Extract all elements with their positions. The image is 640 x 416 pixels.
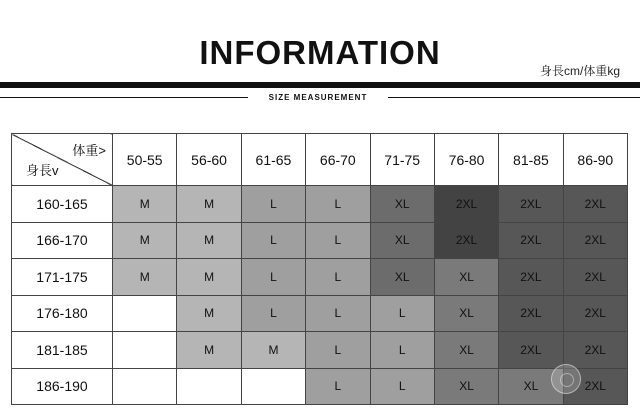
unit-note: 身長cm/体重kg bbox=[539, 64, 620, 78]
size-cell: 2XL bbox=[499, 259, 563, 296]
weight-column-header: 66-70 bbox=[306, 134, 370, 186]
table-row bbox=[12, 186, 628, 223]
height-row-header: 166-170 bbox=[12, 222, 113, 259]
size-cell: XL bbox=[434, 259, 498, 296]
size-cell: 2XL bbox=[434, 186, 498, 223]
size-cell: M bbox=[113, 259, 177, 296]
weight-column-header: 86-90 bbox=[563, 134, 627, 186]
table-row bbox=[12, 295, 628, 332]
size-cell: 2XL bbox=[563, 186, 627, 223]
size-cell: L bbox=[370, 332, 434, 369]
size-cell: 2XL bbox=[563, 368, 627, 405]
subtitle-bar bbox=[0, 92, 640, 104]
size-cell: 2XL bbox=[563, 259, 627, 296]
size-cell: M bbox=[177, 332, 241, 369]
table-corner bbox=[12, 134, 113, 186]
subtitle-rule-right bbox=[388, 97, 640, 98]
size-cell: XL bbox=[499, 368, 563, 405]
size-cell: XL bbox=[370, 222, 434, 259]
table-row bbox=[12, 259, 628, 296]
weight-column-header: 81-85 bbox=[499, 134, 563, 186]
size-cell: XL bbox=[434, 295, 498, 332]
subtitle-rule-left bbox=[0, 97, 248, 98]
height-row-header: 171-175 bbox=[12, 259, 113, 296]
size-cell: 2XL bbox=[499, 186, 563, 223]
weight-column-header: 61-65 bbox=[241, 134, 305, 186]
size-cell: 2XL bbox=[434, 222, 498, 259]
table-row bbox=[12, 368, 628, 405]
size-cell: XL bbox=[434, 332, 498, 369]
section-subtitle: SIZE MEASUREMENT bbox=[268, 93, 368, 102]
size-cell: L bbox=[306, 332, 370, 369]
size-cell: L bbox=[306, 186, 370, 223]
height-axis-label: 身長v bbox=[26, 163, 59, 178]
size-cell bbox=[113, 332, 177, 369]
size-cell bbox=[113, 368, 177, 405]
weight-axis-label: 体重> bbox=[72, 143, 106, 158]
weight-column-header: 71-75 bbox=[370, 134, 434, 186]
weight-column-header: 56-60 bbox=[177, 134, 241, 186]
height-row-header: 160-165 bbox=[12, 186, 113, 223]
size-cell: 2XL bbox=[563, 295, 627, 332]
size-cell: M bbox=[241, 332, 305, 369]
size-cell: L bbox=[306, 222, 370, 259]
size-cell: L bbox=[241, 222, 305, 259]
size-cell: L bbox=[370, 295, 434, 332]
size-cell: L bbox=[306, 295, 370, 332]
size-cell: 2XL bbox=[499, 332, 563, 369]
header-divider bbox=[0, 82, 640, 88]
size-cell: XL bbox=[370, 259, 434, 296]
size-cell: M bbox=[113, 186, 177, 223]
size-cell: M bbox=[113, 222, 177, 259]
size-chart-table bbox=[11, 133, 628, 405]
size-cell: XL bbox=[434, 368, 498, 405]
height-row-header: 176-180 bbox=[12, 295, 113, 332]
size-cell: 2XL bbox=[499, 295, 563, 332]
size-cell: M bbox=[177, 186, 241, 223]
size-cell: 2XL bbox=[563, 332, 627, 369]
page-title: INFORMATION bbox=[199, 34, 441, 71]
size-cell: M bbox=[177, 259, 241, 296]
size-cell: 2XL bbox=[499, 222, 563, 259]
size-cell: XL bbox=[370, 186, 434, 223]
size-cell bbox=[177, 368, 241, 405]
weight-header-row bbox=[12, 134, 628, 186]
size-cell bbox=[113, 295, 177, 332]
weight-column-header: 50-55 bbox=[113, 134, 177, 186]
size-cell: 2XL bbox=[563, 222, 627, 259]
size-cell: M bbox=[177, 295, 241, 332]
size-cell bbox=[241, 368, 305, 405]
size-cell: L bbox=[241, 259, 305, 296]
height-row-header: 181-185 bbox=[12, 332, 113, 369]
height-row-header: 186-190 bbox=[12, 368, 113, 405]
table-row bbox=[12, 222, 628, 259]
size-cell: L bbox=[241, 186, 305, 223]
weight-column-header: 76-80 bbox=[434, 134, 498, 186]
size-cell: M bbox=[177, 222, 241, 259]
table-row bbox=[12, 332, 628, 369]
size-cell: L bbox=[370, 368, 434, 405]
size-cell: L bbox=[241, 295, 305, 332]
size-cell: L bbox=[306, 259, 370, 296]
size-cell: L bbox=[306, 368, 370, 405]
